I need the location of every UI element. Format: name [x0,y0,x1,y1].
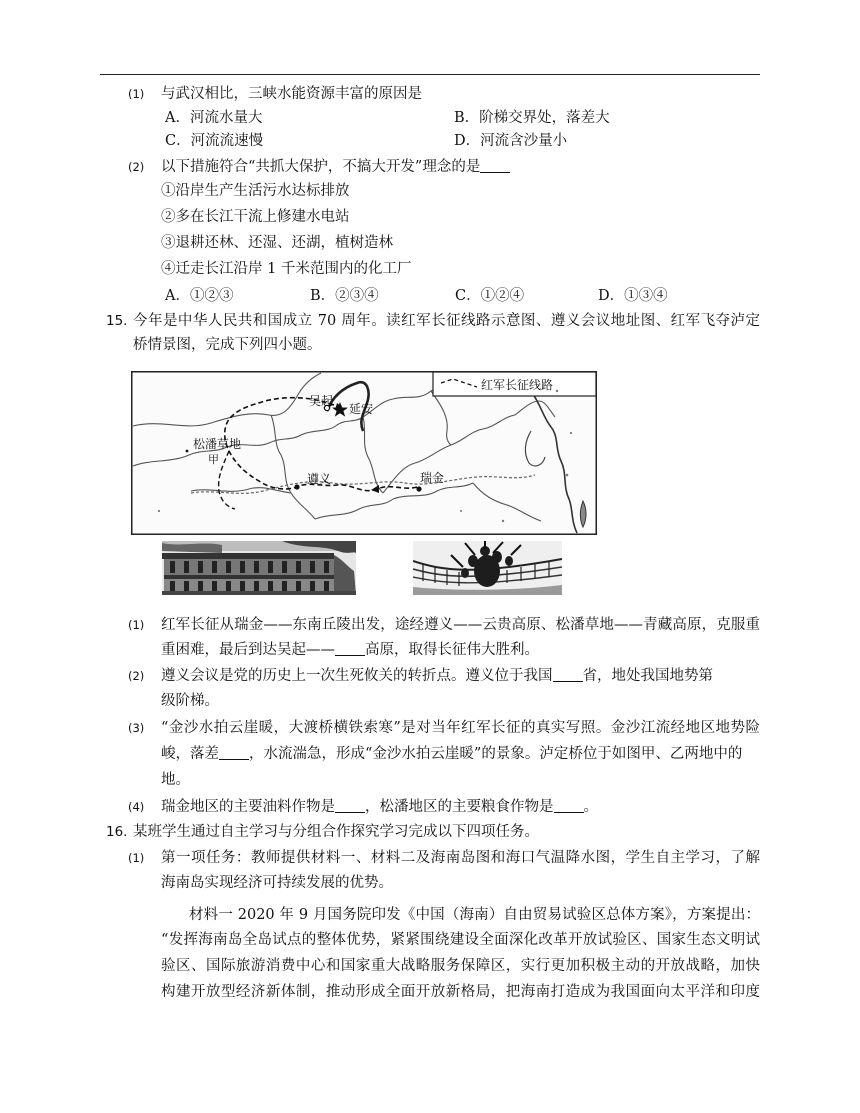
q16-number: 16. [106,824,128,840]
q15-sub2-line-2: 级阶梯。 [161,693,219,709]
q14-sub2-item-4: ④迁走长江沿岸 1 千米范围内的化工厂 [161,261,412,277]
q14-sub2-option-d: D．①③④ [598,288,668,304]
map-label-zunyi: 遵义 [307,472,332,486]
zunyi-conference-building-photo [162,541,356,595]
q15-sub2-line-1: 遵义会议是党的历史上一次生死攸关的转折点。遵义位于我国 省，地处我国地势第 [161,668,713,684]
q14-sub1-number: (1) [128,87,145,101]
q15-stem-line-1: 今年是中华人民共和国成立 70 周年。读红军长征线路示意图、遵义会议地址图、红军飞夺泸定 [133,313,760,329]
q16-stem: 某班学生通过自主学习与分组合作探究学习完成以下四项任务。 [133,824,539,840]
q15-number: 15. [106,313,128,329]
answer-blank [480,158,510,173]
q16-sub1-line-2: 海南岛实现经济可持续发展的优势。 [161,875,393,891]
q16-material-line-3: 验区、国际旅游消费中心和国家重大战略服务保障区，实行更加积极主动的开放战略，加快 [161,958,760,974]
map-legend-label: 红军长征线路 [481,378,554,392]
answer-blank [335,641,365,656]
q14-sub2-option-a: A．①②③ [165,288,234,304]
q15-sub4-number: (4) [128,800,145,814]
q15-sub3-line-2: 峻，落差 ，水流湍急，形成“金沙水拍云崖暖”的景象。泸定桥位于如图甲、乙两地中的 [161,746,743,762]
q14-sub1-option-d: D．河流含沙量小 [454,133,568,149]
map-label-yanan: 延安 [349,402,374,416]
q15-sub1-number: (1) [128,618,145,632]
q15-sub3-line-3: 地。 [161,772,190,788]
q14-sub2-item-3: ③退耕还林、还湿、还湖，植树造林 [161,235,393,251]
map-label-songpan: 松潘草地 [193,437,242,451]
q15-sub3-line-1: “金沙水拍云崖暖，大渡桥横铁索寒”是对当年红军长征的真实写照。金沙江流经地区地势险 [161,720,760,736]
q15-sub4-line: 瑞金地区的主要油料作物是 ，松潘地区的主要粮食作物是 。 [161,799,598,815]
q16-material-line-4: 构建开放型经济新体制，推动形成全面开放新格局，把海南打造成为我国面向太平洋和印度 [161,984,760,1000]
answer-blank [219,745,249,760]
map-label-wuqi: 吴起 [309,394,334,408]
luding-bridge-photo [413,541,562,595]
q14-sub2-item-1: ①沿岸生产生活污水达标排放 [161,183,350,199]
q14-sub2-item-2: ②多在长江干流上修建水电站 [161,209,350,225]
q14-sub1-option-b: B．阶梯交界处，落差大 [454,110,610,126]
q14-sub2-option-b: B．②③④ [310,288,379,304]
answer-blank [553,667,583,682]
answer-blank [554,798,584,813]
q16-sub1-number: (1) [128,851,145,865]
q15-sub1-line-2: 重困难，最后到达吴起—— 高原，取得长征伟大胜利。 [161,642,539,658]
map-label-ruijin: 瑞金 [420,471,445,485]
q16-sub1-line-1: 第一项任务：教师提供材料一、材料二及海南岛图和海口气温降水图，学生自主学习，了解 [161,850,760,866]
q15-sub2-number: (2) [128,669,145,683]
q15-stem-line-2: 桥情景图，完成下列四小题。 [133,337,322,353]
q14-sub1-option-c: C．河流流速慢 [165,133,264,149]
q14-sub2-number: (2) [128,160,145,174]
q14-sub2-stem: 以下措施符合“共抓大保护，不搞大开发”理念的是 [161,157,510,177]
map-label-jia: 甲 [208,453,219,466]
q15-sub1-line-1: 红军长征从瑞金——东南丘陵出发，途经遵义——云贵高原、松潘草地——青藏高原，克服重 [161,617,760,633]
answer-blank [335,798,365,813]
q16-material-line-2: “发挥海南岛全岛试点的整体优势，紧紧围绕建设全面深化改革开放试验区、国家生态文明试 [161,932,760,948]
long-march-map [131,371,597,535]
q14-sub2-option-c: C．①②④ [455,288,525,304]
q16-material-line-1: 材料一 2020 年 9 月国务院印发《中国（海南）自由贸易试验区总体方案》，方案提出： [189,907,760,923]
q14-sub1-option-a: A．河流水量大 [165,110,263,126]
header-rule [100,74,760,75]
q15-sub3-number: (3) [128,721,145,735]
q14-sub1-stem: 与武汉相比，三峡水能资源丰富的原因是 [161,86,422,102]
